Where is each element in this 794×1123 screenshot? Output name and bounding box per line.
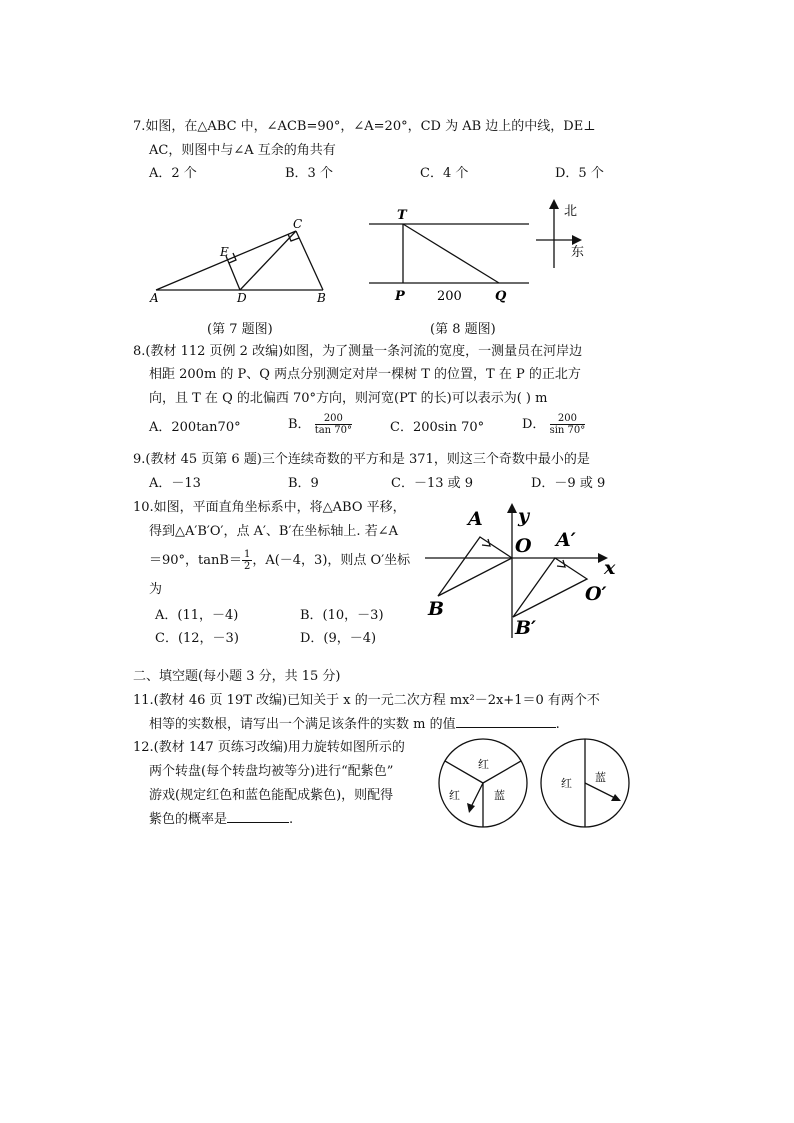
q12-line4-period: . (289, 812, 294, 827)
segment-cd (240, 231, 296, 290)
q10-line4: 为 (149, 582, 163, 597)
label-a: A (150, 291, 159, 305)
q8-option-b (288, 413, 352, 436)
q8-option-d-fraction (550, 413, 586, 436)
segment-ac (156, 231, 296, 290)
label-c: C (293, 217, 303, 231)
q7-option-c: C．4 个 (420, 166, 469, 181)
label-a: A (468, 508, 483, 530)
spinner-1-arrow-icon (467, 803, 475, 813)
q10-option-b: B．(10，－3) (300, 608, 384, 623)
q9-option-b: B．9 (288, 476, 319, 491)
label-o: O (515, 535, 532, 557)
q8-line2: 相距 200m 的 P、Q 两点分别测定对岸一棵树 T 的位置，T 在 P 的正北方 (149, 367, 581, 382)
q8-caption: (第 8 题图) (430, 322, 496, 337)
q11-answer-blank[interactable] (456, 727, 556, 728)
q9-option-c: C．－13 或 9 (391, 476, 474, 491)
q8-option-b-numerator: 200 (315, 413, 352, 425)
label-200: 200 (437, 289, 462, 304)
q12-line3: 游戏(规定红色和蓝色能配成紫色)，则配得 (149, 788, 394, 803)
q8-line3: 向，且 T 在 Q 的北偏西 70°方向，则河宽(PT 的长)可以表示为( ) m (149, 391, 548, 406)
q11-line2-text: 相等的实数根，请写出一个满足该条件的实数 m 的值 (149, 717, 456, 732)
q8-option-b-fraction (315, 413, 352, 436)
q11-line1: 11.(教材 46 页 19T 改编)已知关于 x 的一元二次方程 mx²－2x+1＝0 有两个不 (133, 693, 600, 708)
label-o-prime: O′ (585, 583, 607, 605)
q8-option-b-denominator: tan 70° (314, 425, 353, 436)
y-axis-arrow-icon (507, 503, 517, 513)
q11-line2-period: . (555, 717, 560, 732)
spinner-1-label-top: 红 (478, 758, 489, 771)
q10-line3 (149, 548, 410, 574)
q10-option-d: D．(9，－4) (300, 631, 377, 646)
q7-triangle-figure (148, 214, 348, 306)
q10-option-a: A．(11，－4) (155, 608, 239, 623)
q10-line3-start: ＝90°，tanB＝ (149, 553, 242, 568)
spinner-2-arrow-icon (611, 794, 621, 801)
q7-caption: (第 7 题图) (207, 322, 273, 337)
q12-line4-text: 紫色的概率是 (149, 812, 228, 827)
q8-option-a: A．200tan70° (149, 420, 241, 435)
q12-line4 (149, 808, 293, 832)
label-x: x (604, 557, 616, 579)
north-arrow-icon (549, 199, 559, 209)
q9-line1: 9.(教材 45 页第 6 题)三个连续奇数的平方和是 371，则这三个奇数中最小的是 (133, 452, 590, 467)
q9-option-a: A．－13 (149, 476, 201, 491)
q10-tanb-fraction (242, 549, 252, 572)
q12-answer-blank[interactable] (227, 822, 289, 823)
spinner-2-label-left: 红 (561, 777, 572, 790)
label-y: y (518, 505, 530, 527)
q8-option-d-prefix: D． (522, 417, 546, 432)
segment-cb (296, 231, 323, 290)
section-2-title: 二、填空题(每小题 3 分，共 15 分) (133, 669, 341, 684)
q8-river-figure (364, 198, 594, 306)
label-a-prime: A′ (556, 529, 576, 551)
q7-line1: 7.如图，在△ABC 中，∠ACB=90°，∠A=20°，CD 为 AB 边上的中线，DE⊥ (133, 119, 596, 134)
q7-option-a: A．2 个 (149, 166, 197, 181)
label-q: Q (495, 289, 507, 304)
q8-line1: 8.(教材 112 页例 2 改编)如图，为了测量一条河流的宽度，一测量员在河岸边 (133, 344, 583, 359)
q7-line2: AC，则图中与∠A 互余的角共有 (149, 143, 336, 158)
label-d: D (237, 291, 247, 305)
q10-option-c: C．(12，－3) (155, 631, 239, 646)
east-arrow-icon (572, 235, 582, 245)
q8-option-d-numerator: 200 (550, 413, 586, 425)
q7-option-b: B．3 个 (285, 166, 333, 181)
segment-tq (403, 224, 499, 283)
label-b: B (317, 291, 326, 305)
spinner-1-pointer (471, 783, 483, 807)
spinner-2-label-right: 蓝 (595, 771, 606, 784)
right-angle-a2-mark (557, 560, 565, 567)
q12-spinners-figure (435, 735, 635, 833)
triangle-abo (438, 537, 512, 596)
q12-line1: 12.(教材 147 页练习改编)用力旋转如图所示的 (133, 740, 405, 755)
q8-option-d (522, 413, 585, 436)
q8-option-c: C．200sin 70° (390, 420, 485, 435)
label-e: E (220, 245, 229, 259)
label-north: 北 (564, 204, 578, 219)
q10-line3-end: ，A(－4，3)，则点 O′坐标 (252, 553, 411, 568)
q8-option-b-prefix: B． (288, 417, 311, 432)
q8-option-d-denominator: sin 70° (549, 425, 586, 436)
q10-coordinate-figure (420, 500, 630, 642)
label-t: T (397, 208, 407, 223)
q9-option-d: D．－9 或 9 (531, 476, 606, 491)
right-angle-a-mark (482, 539, 490, 546)
label-b: B (428, 598, 445, 620)
label-east: 东 (571, 245, 585, 260)
spinner-2-pointer (585, 783, 615, 798)
q10-tanb-denominator: 2 (243, 561, 251, 572)
q10-line1: 10.如图，平面直角坐标系中，将△ABO 平移， (133, 500, 406, 515)
q7-option-d: D．5 个 (555, 166, 604, 181)
q11-line2 (149, 713, 560, 737)
spinner-1-label-right: 蓝 (494, 789, 505, 802)
q12-line2: 两个转盘(每个转盘均被等分)进行“配紫色” (149, 764, 394, 779)
spinner-1-label-left: 红 (449, 789, 460, 802)
label-b-prime: B′ (515, 617, 537, 639)
q10-line2: 得到△A′B′O′，点 A′、B′在坐标轴上. 若∠A (149, 524, 398, 539)
triangle-a2b2o2 (513, 558, 587, 617)
label-p: P (395, 289, 405, 304)
q10-tanb-numerator: 1 (243, 549, 251, 560)
